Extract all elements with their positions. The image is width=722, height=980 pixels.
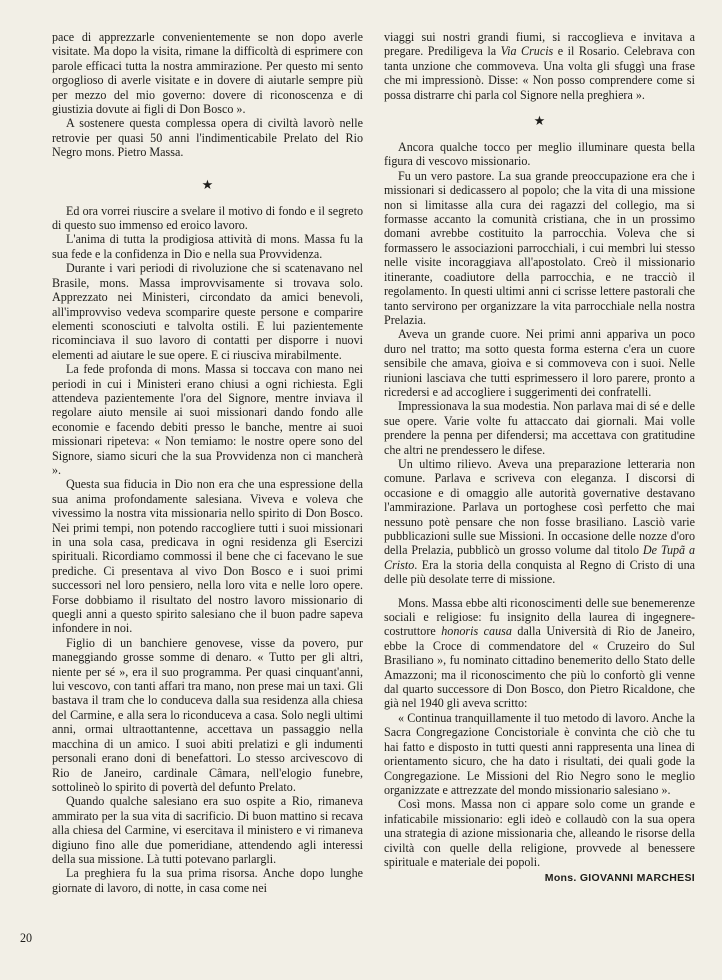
- paragraph: Ancora qualche tocco per meglio illuminare questa bella figura di vescovo missionario.: [384, 140, 695, 169]
- paragraph: Impressionava la sua modestia. Non parlava mai di sé e delle sue opere. Varie volte fu attaccato dai giornali. Mai volle prendere la penna per difendersi; ma accettava con gratitudine che altri ne prendessero le difese.: [384, 399, 695, 457]
- right-text-column: [384, 30, 695, 886]
- section-divider-star: ★: [533, 113, 546, 129]
- paragraph: Quando qualche salesiano era suo ospite a Rio, rimaneva ammirato per la sua vita di sacrificio. Di buon mattino si recava alla chiesa del Carmine, vi esercitava il ministero e vi rimaneva digiuno fino alle due pomeridiane, attendendo agli interessi della sua missione. Là tutti potevano parlargli.: [52, 794, 363, 866]
- paragraph: Un ultimo rilievo. Aveva una preparazione letteraria non comune. Parlava e scriveva con eleganza. I discorsi di occasione e di omaggio alle autorità governative destavano l'ammirazione. Parlava un portoghese così perfetto che mai nessuno potè pensare che non fosse brasiliano. Lasciò varie pubblicazioni sulle sue Missioni. In occasione delle nozze d'oro della Prelazia, pubblicò un grosso volume dal titolo De Tupã a Cristo. Era la storia della conquista al Regno di Cristo di una delle più desolate terre di missione.: [384, 456, 695, 587]
- paragraph: Mons. Massa ebbe alti riconoscimenti delle sue benemerenze sociali e religiose: fu insignito della laurea di ingegnere-costruttore honoris causa dalla Università di Rio de Janeiro, ebbe la Croce di commendatore del « Cruzeiro do Sul Brasiliano », fu nominato cittadino benemerito dello Stato delle Amazzoni; ma il riconoscimento che più lo confortò gli venne dal quarto successore di Don Bosco, don Pietro Ricaldone, che già nel 1940 gli aveva scritto:: [384, 595, 695, 711]
- author-signature: Mons. GIOVANNI MARCHESI: [544, 872, 695, 885]
- italic-phrase: honoris causa: [441, 624, 512, 639]
- section-divider-star: ★: [201, 176, 214, 192]
- paragraph: Ed ora vorrei riuscire a svelare il motivo di fondo e il segreto di questo suo immenso ed eroico lavoro.: [52, 203, 363, 233]
- paragraph: Aveva un grande cuore. Nei primi anni appariva un poco duro nel tratto; ma sotto questa forma esterna c'era un cuore sensibile che amava, gioiva e si commoveva con i suoi. Nelle riunioni lasciava che tutti esprimessero il loro parere, pronto a ricredersi e ad accogliere i suggerimenti dei confratelli.: [384, 327, 695, 399]
- paragraph: viaggi sui nostri grandi fiumi, si raccoglieva e invitava a pregare. Prediligeva la Via Crucis e il Rosario. Celebrava con tanta unzione che commoveva. Una volta gli sfuggì una frase che mi impressionò. Disse: « Non posso comprendere come si possa distrarre chi parla col Signore nella preghiera ».: [384, 30, 695, 102]
- paragraph: Questa sua fiducia in Dio non era che una espressione della sua anima profondamente salesiana. Viveva e voleva che vivessimo la nostra vita missionaria nello spirito di Don Bosco. Nei primi tempi, non potendo raccogliere tutti i suoi missionari in una sola casa, predicava in ogni residenza gli Esercizi spirituali. Ricordiamo commossi il bene che ci facevano le sue prediche. Ci presentava al vivo Don Bosco e i suoi primi successori nel loro pensiero, nella loro vita e nelle loro opere. Forse dobbiamo il risultato del nostro lavoro missionario di quegli anni a questo spirito salesiano che il buon padre sapeva infondere in noi.: [52, 477, 363, 636]
- paragraph: A sostenere questa complessa opera di civiltà lavorò nelle retrovie per quasi 50 anni l'indimenticabile Prelato del Rio Negro mons. Pietro Massa.: [52, 116, 363, 160]
- paragraph: Così mons. Massa non ci appare solo come un grande e infaticabile missionario: egli ideò e collaudò con la sua opera una strategia di azione missionaria che, alleando le risorse della civiltà con quelle della religione, provvede al benessere spirituale e materiale dei popoli.: [384, 797, 695, 869]
- italic-title: Via Crucis: [500, 44, 554, 59]
- paragraph: Durante i vari periodi di rivoluzione che si scatenavano nel Brasile, mons. Massa improvvisamente si trovava solo. Apprezzato nei Ministeri, circondato da amici benevoli, all'improvviso vedeva scomparire queste persone e comparire elementi sconosciuti e talvolta ostili. E lui pazientemente ricominciava il suo lavoro di contatti per disporre i nuovi elementi ad aiutare le sue opere. E ci riusciva mirabilmente.: [52, 261, 363, 362]
- paragraph: L'anima di tutta la prodigiosa attività di mons. Massa fu la sua fede e la confidenza in Dio e nella sua Provvidenza.: [52, 232, 363, 261]
- paragraph: La preghiera fu la sua prima risorsa. Anche dopo lunghe giornate di lavoro, di notte, in casa come nei: [52, 866, 363, 895]
- paragraph: Fu un vero pastore. La sua grande preoccupazione era che i missionari si dedicassero al popolo; che la vita di una missione non si limitasse alla cura dei ragazzi del collegio, ma si formasse accanto la comunità cristiana, che in un prossimo domani avrebbe costituito la parrocchia. Voleva che si formassero le associazioni parrocchiali, i cui membri lui stesso nelle visite incoraggiava all'apostolato. Creò il missionario itinerante, coadiutore della parrocchia, e ne tracciò il regolamento. In questi ultimi anni ci scrisse lettere pastorali che tanto servirono per organizzare la vita parrocchiale nella nostra Prelazia.: [384, 168, 695, 327]
- quotation: « Continua tranquillamente il tuo metodo di lavoro. Anche la Sacra Congregazione Concistoriale è convinta che ciò che tu hai fatto e disposto in tutti questi anni rappresenta una linea di orientamento sicuro, che ha dato i risultati, dei quali gode la Congregazione. Le Missioni del Rio Negro sono le meglio organizzate e attrezzate del mondo missionario salesiano ».: [384, 710, 695, 797]
- paragraph: pace di apprezzarle convenientemente se non dopo averle visitate. Ma dopo la visita, rimane la difficoltà di esprimere con parole efficaci tutta la nostra ammirazione. Per questo mi sento orgoglioso di averle visitate e in dovere di aiutarle sempre più per mezzo del mio governo: dovere di riconoscenza e di giustizia dovute ai figli di Don Bosco ».: [52, 30, 363, 117]
- paragraph: La fede profonda di mons. Massa si toccava con mano nei periodi in cui i Ministeri erano chiusi a ogni richiesta. Egli attendeva pazientemente l'ora del Signore, mentre inviava il regolare aiuto mensile ai suoi missionari dando fondo alle economie e facendo debiti presso le banche, mentre ai suoi missionari ripeteva: « Non temiamo: le nostre opere sono del Signore, siamo sicuri che la sua Provvidenza non ci mancherà ».: [52, 362, 363, 477]
- page-number: 20: [20, 931, 33, 945]
- paragraph: Figlio di un banchiere genovese, visse da povero, pur maneggiando grosse somme di denaro. « Tutto per gli altri, niente per sé », era il suo programma. Per quasi cinquant'anni, lui vescovo, con tanti affari tra mano, non prese mai un taxi. Gli bastava il tram che lo conduceva dalla sua residenza alla chiesa del Carmine, e alla sera lo riconduceva a casa. Solo negli ultimi anni, ormai ultraottantenne, accettava un passaggio nella macchina di un amico. I suoi abiti prelatizi e gli indumenti personali erano doni di benefattori. Lo stesso arcivescovo di Rio de Janeiro, cardinale Câmara, nell'elogio funebre, sottolineò lo spirito di povertà del defunto Prelato.: [52, 635, 363, 794]
- italic-title: De Tupã a Cristo: [384, 543, 695, 572]
- left-text-column: [52, 30, 363, 895]
